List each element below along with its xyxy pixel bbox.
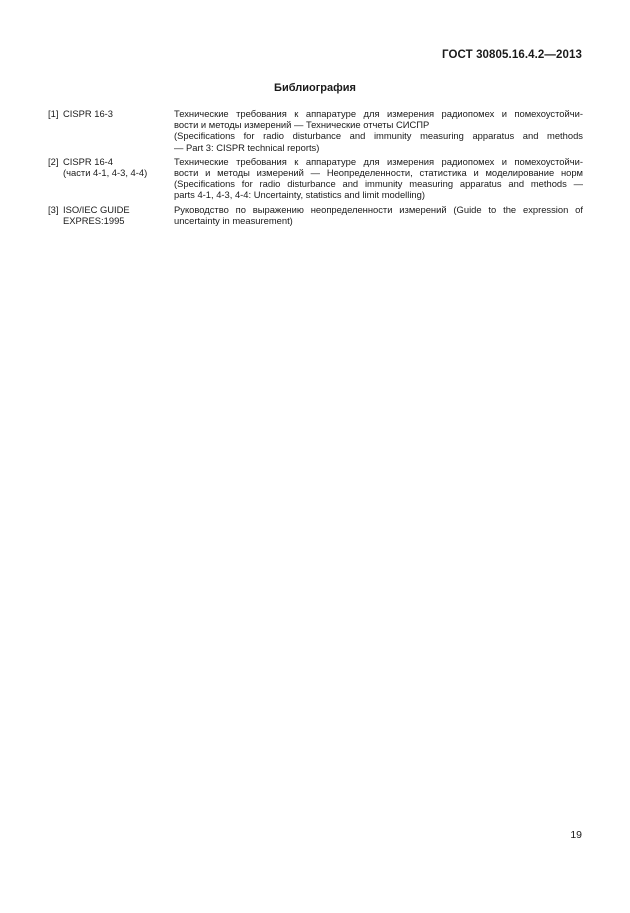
entry-description: [174, 156, 583, 201]
entry-reference: [48, 204, 174, 226]
reference-line: [48, 108, 174, 119]
reference-code-continued: EXPRES:1995: [63, 214, 125, 226]
description-line: uncertainty in measurement): [174, 214, 293, 226]
description-line: Технические требования к аппаратуре для измерения радиопомех и помехоустойчи-: [174, 108, 583, 119]
page-number: 19: [570, 829, 582, 841]
description-line: Технические требования к аппаратуре для измерения радиопомех и помехоустойчи-: [174, 155, 583, 167]
standard-id-header: ГОСТ 30805.16.4.2—2013: [442, 49, 582, 61]
reference-code: CISPR 16-4: [63, 155, 114, 167]
description-line: вости и методы измерений — Неопределенности, статистика и моделирование норм: [174, 167, 583, 179]
description-line: — Part 3: CISPR technical reports): [174, 141, 320, 153]
description-line: Руководство по выражению неопределенности измерений (Guide to the expression of: [174, 203, 583, 215]
entry-description: [174, 204, 583, 226]
reference-line: [48, 156, 174, 167]
bibliography-entry: [48, 108, 583, 153]
bibliography-entry: [48, 156, 583, 201]
description-line: вости и методы измерений — Технические отчеты СИСПР: [174, 119, 430, 131]
bibliography-entry: [48, 204, 583, 226]
bibliography-list: [48, 108, 583, 229]
entry-number: [1]: [48, 108, 59, 119]
entry-number: [3]: [48, 203, 59, 215]
entry-reference: [48, 156, 174, 201]
entry-reference: [48, 108, 174, 153]
description-line: (Specifications for radio disturbance and immunity measuring apparatus and methods —: [174, 178, 583, 190]
reference-code: ISO/IEC GUIDE: [63, 203, 130, 215]
reference-line: [48, 204, 174, 215]
description-line: parts 4-1, 4-3, 4-4: Uncertainty, statistics and limit modelling): [174, 189, 425, 201]
section-title: Библиография: [274, 82, 356, 94]
description-line: (Specifications for radio disturbance and immunity measuring apparatus and methods: [174, 130, 583, 142]
reference-code: CISPR 16-3: [63, 108, 114, 119]
reference-parts: (части 4-1, 4-3, 4-4): [63, 167, 148, 179]
entry-number: [2]: [48, 155, 59, 167]
entry-description: [174, 108, 583, 153]
